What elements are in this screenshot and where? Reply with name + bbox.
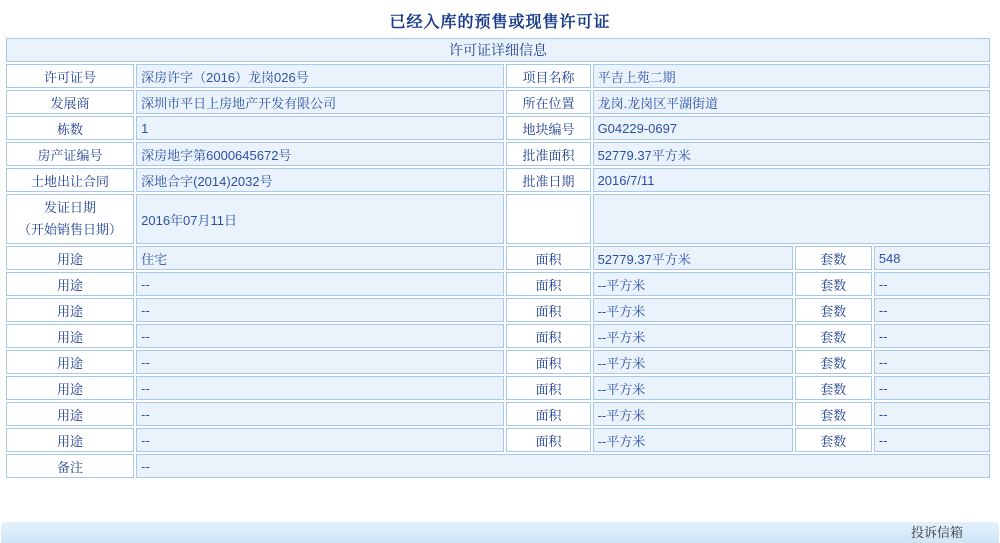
field-label-location: 所在位置 [506,90,590,114]
empty-label-cell [506,194,590,244]
count-label: 套数 [795,272,872,296]
field-label-property-cert-no: 房产证编号 [6,142,134,166]
complaint-mailbox-link[interactable]: 投诉信箱 [910,525,963,540]
usage-value: -- [136,402,504,426]
field-value-parcel-no: G04229-0697 [593,116,990,140]
area-value: --平方米 [593,402,793,426]
usage-row [6,298,990,322]
area-label: 面积 [506,298,590,322]
issue-date-label-line2: （开始销售日期） [18,222,123,237]
area-value: --平方米 [593,298,793,322]
permit-detail-table [4,36,992,480]
area-value: --平方米 [593,376,793,400]
page-title: 已经入库的预售或现售许可证 [389,14,611,31]
usage-label: 用途 [6,272,134,296]
table-row [6,64,990,88]
usage-label: 用途 [6,350,134,374]
count-value: -- [874,376,990,400]
field-value-project-name: 平吉上苑二期 [593,64,990,88]
count-label: 套数 [795,324,872,348]
field-label-approval-date: 批准日期 [506,168,590,192]
usage-label: 用途 [6,402,134,426]
count-value: -- [874,428,990,452]
count-value: -- [874,324,990,348]
field-value-issue-date: 2016年07月11日 [136,194,504,244]
usage-label: 用途 [6,428,134,452]
usage-value: 住宅 [136,246,504,270]
usage-value: -- [136,350,504,374]
count-value: 548 [874,246,990,270]
table-row [6,168,990,192]
field-value-developer: 深圳市平日上房地产开发有限公司 [136,90,504,114]
field-value-property-cert-no: 深房地字第6000645672号 [136,142,504,166]
footer-bar [1,522,999,543]
issue-date-label-line1: 发证日期 [44,200,97,215]
count-value: -- [874,298,990,322]
area-label: 面积 [506,428,590,452]
field-value-land-contract: 深地合字(2014)2032号 [136,168,504,192]
table-header: 许可证详细信息 [6,38,990,62]
field-label-building-count: 栋数 [6,116,134,140]
count-label: 套数 [795,298,872,322]
usage-value: -- [136,272,504,296]
field-value-approval-date: 2016/7/11 [593,168,990,192]
usage-row [6,324,990,348]
area-label: 面积 [506,350,590,374]
table-header-row [6,38,990,62]
field-value-building-count: 1 [136,116,504,140]
usage-row [6,350,990,374]
table-row-issue-date [6,194,990,244]
field-label-permit-no: 许可证号 [6,64,134,88]
count-label: 套数 [795,376,872,400]
area-label: 面积 [506,272,590,296]
count-label: 套数 [795,428,872,452]
count-label: 套数 [795,246,872,270]
area-label: 面积 [506,246,590,270]
field-value-permit-no: 深房许字（2016）龙岗026号 [136,64,504,88]
field-label-land-contract: 土地出让合同 [6,168,134,192]
area-value: --平方米 [593,350,793,374]
count-value: -- [874,350,990,374]
field-label-approved-area: 批准面积 [506,142,590,166]
usage-label: 用途 [6,246,134,270]
count-value: -- [874,402,990,426]
table-row [6,116,990,140]
remark-row [6,454,990,478]
usage-row [6,246,990,270]
field-label-parcel-no: 地块编号 [506,116,590,140]
count-label: 套数 [795,350,872,374]
usage-row [6,272,990,296]
area-value: --平方米 [593,324,793,348]
usage-value: -- [136,298,504,322]
field-value-approved-area: 52779.37平方米 [593,142,990,166]
field-label-project-name: 项目名称 [506,64,590,88]
area-value: 52779.37平方米 [593,246,793,270]
table-row [6,90,990,114]
empty-value-cell [593,194,990,244]
usage-value: -- [136,376,504,400]
count-label: 套数 [795,402,872,426]
area-value: --平方米 [593,272,793,296]
usage-label: 用途 [6,324,134,348]
usage-row [6,402,990,426]
usage-label: 用途 [6,298,134,322]
area-label: 面积 [506,402,590,426]
usage-row [6,376,990,400]
usage-label: 用途 [6,376,134,400]
usage-value: -- [136,324,504,348]
field-label-issue-date [6,194,134,244]
remark-label: 备注 [6,454,134,478]
field-value-location: 龙岗.龙岗区平湖街道 [593,90,990,114]
field-label-developer: 发展商 [6,90,134,114]
area-value: --平方米 [593,428,793,452]
remark-value: -- [136,454,990,478]
area-label: 面积 [506,324,590,348]
area-label: 面积 [506,376,590,400]
table-row [6,142,990,166]
usage-row [6,428,990,452]
count-value: -- [874,272,990,296]
usage-value: -- [136,428,504,452]
